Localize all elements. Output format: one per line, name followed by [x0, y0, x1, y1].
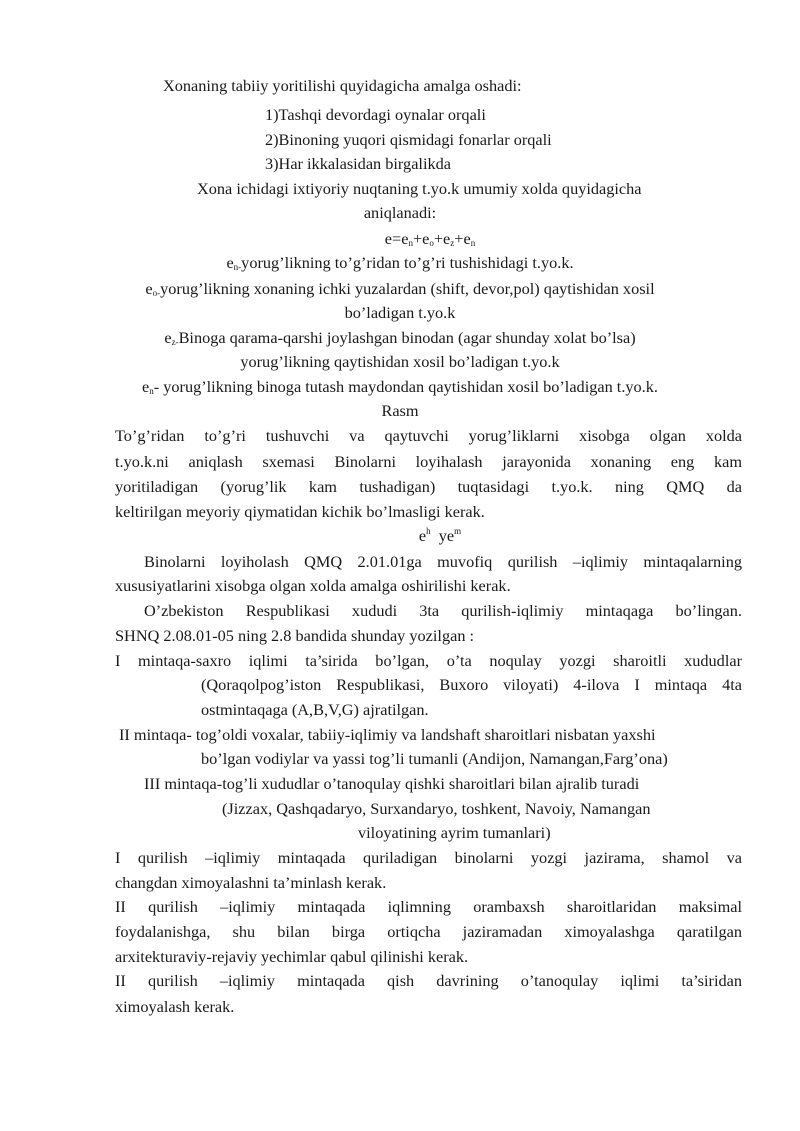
paragraph-line: t.yo.k.ni aniqlash sxemasi Binolarni loyihalash jarayonida xonaning eng kam	[115, 452, 742, 471]
requirement-line: II qurilish –iqlimiy mintaqada qish davrining o’tanoqulay iqlimi ta’siridan	[115, 971, 742, 990]
zone-1-line: ostmintaqaga (A,B,V,G) ajratilgan.	[201, 700, 429, 719]
paragraph-line: yoritiladigan (yorug’lik kam tushadigan) tuqtasidagi t.yo.k. ning QMQ da	[115, 477, 742, 496]
illuminance-formula: $e=e_n+e_o+e_z+e_n$	[384, 229, 476, 248]
figure-caption: Rasm	[381, 401, 419, 420]
requirement-line: changdan ximoyalashni ta’minlash kerak.	[115, 873, 387, 892]
definition-internal-line-1: $e_{o-}yorug’likning$ xonaning ichki yuzalardan (shift, devor,pol) qaytishidan xosil	[145, 279, 655, 298]
tyok-definition-line-1: Xona ichidagi ixtiyoriy nuqtaning t.yo.k umumiy xolda quyidagicha	[197, 179, 642, 198]
option-2: 2)Binoning yuqori qismidagi fonarlar orqali	[265, 130, 552, 149]
paragraph-line: O’zbekiston Respublikasi xududi 3ta qurilish-iqlimiy mintaqaga bo’lingan.	[144, 601, 742, 620]
requirement-line: foydalanishga, shu bilan birga ortiqcha jaziramadan ximoyalashga qaratilgan	[115, 922, 742, 941]
definition-ground: $e_n-$ yorug’likning binoga tutash maydondan qaytishidan xosil bo’ladigan t.yo.k.	[142, 377, 658, 396]
zone-1-line: (Qoraqolpog’iston Respublikasi, Buxoro viloyati) 4-ilova I mintaqa 4ta	[201, 675, 742, 694]
intro-line: Xonaning tabiiy yoritilishi quyidagicha amalga oshadi:	[163, 76, 522, 95]
requirement-line: II qurilish –iqlimiy mintaqada iqlimning orambaxsh sharoitlaridan maksimal	[115, 897, 742, 916]
zone-3-line: (Jizzax, Qashqadaryo, Surxandaryo, toshkent, Navoiy, Namangan	[222, 799, 651, 818]
option-3: 3)Har ikkalasidan birgalikda	[265, 154, 451, 173]
definition-opposite-line-1: $e_{z-}Binoga$ qarama-qarshi joylashgan binodan (agar shunday xolat bo’lsa)	[164, 328, 636, 347]
zone-3-line: III mintaqa-tog’li xududlar o’tanoqulay qishki sharoitlari bilan ajralib turadi	[144, 774, 640, 793]
paragraph-line: keltirilgan meyoriy qiymatidan kichik bo’lmasligi kerak.	[115, 502, 485, 521]
zone-2-line: II mintaqa- tog’oldi voxalar, tabiiy-iqlimiy va landshaft sharoitlari nisbatan yaxshi	[119, 725, 656, 744]
definition-opposite-line-2: yorug’likning qaytishidan xosil bo’ladigan t.yo.k	[240, 352, 560, 371]
option-1: 1)Tashqi devordagi oynalar orqali	[265, 105, 486, 124]
zone-2-line: bo’lgan vodiylar va yassi tog’li tumanli (Andijon, Namangan,Farg’ona)	[201, 749, 668, 768]
paragraph-line: Binolarni loyiholash QMQ 2.01.01ga muvofiq qurilish –iqlimiy mintaqalarning	[144, 552, 742, 571]
definition-internal-line-2: bo’ladigan t.yo.k	[344, 303, 456, 322]
paragraph-line: xususiyatlarini xisobga olgan xolda amalga oshirilishi kerak.	[115, 576, 511, 595]
zone-3-line: viloyatining ayrim tumanlari)	[358, 823, 551, 842]
paragraph-line: To’g’ridan to’g’ri tushuvchi va qaytuvchi yorug’liklarni xisobga olgan xolda	[115, 426, 742, 445]
requirement-line: ximoyalash kerak.	[115, 997, 235, 1016]
norm-inequality: $e^h$ $ye^m$	[418, 526, 462, 545]
zone-1-line: I mintaqa-saxro iqlimi ta’sirida bo’lgan, o’ta noqulay yozgi sharoitli xududlar	[115, 651, 742, 670]
paragraph-line: SHNQ 2.08.01-05 ning 2.8 bandida shunday yozilgan :	[115, 626, 475, 645]
requirement-line: arxitekturaviy-rejaviy yechimlar qabul qilinishi kerak.	[115, 947, 469, 966]
tyok-definition-line-2: aniqlanadi:	[363, 203, 437, 222]
requirement-line: I qurilish –iqlimiy mintaqada quriladigan binolarni yozgi jazirama, shamol va	[115, 848, 742, 867]
definition-direct: $e_{n-}yorug’likning$ to’g’ridan to’g’ri tushishidagi t.yo.k.	[226, 253, 574, 272]
